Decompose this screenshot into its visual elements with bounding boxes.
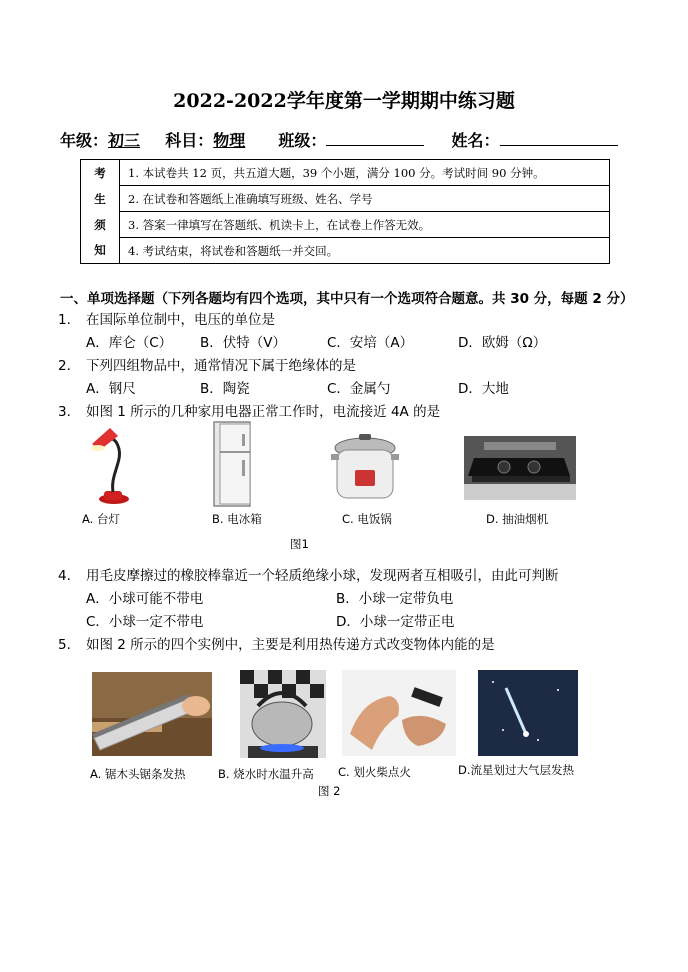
section-heading: 一、单项选择题（下列各题均有四个选项，其中只有一个选项符合题意。共 30 分，每题 2 分） [60,291,634,307]
option-d: D.流星划过大气层发热 [458,763,575,777]
question-number: 3. [58,404,71,420]
name-blank[interactable] [500,131,618,146]
boiling-kettle-image [240,670,326,758]
question-1 [58,308,275,328]
figure-1-caption: 图1 [290,537,309,551]
option-a: A．钢尺 [86,381,136,397]
option-b: B. 烧水时水温升高 [218,767,314,781]
option-d: D．大地 [458,381,509,397]
question-number: 2. [58,358,71,374]
option-a: A. 锯木头锯条发热 [90,767,186,781]
page-title: 2022-2022学年度第一学期期中练习题 [173,90,515,112]
notice-side-char: 生 [81,186,120,212]
question-5 [58,633,495,653]
option-d: D．欧姆（Ω） [458,335,547,351]
option-b: B．小球一定带负电 [336,591,454,607]
rice-cooker-image [329,432,401,506]
notice-side-char: 知 [81,238,120,264]
question-text: 如图 1 所示的几种家用电器正常工作时，电流接近 4A 的是 [86,404,441,420]
option-c: C. 划火柴点火 [338,765,411,779]
question-number: 1. [58,312,71,328]
notice-item: 3. 答案一律填写在答题纸、机读卡上，在试卷上作答无效。 [120,212,610,238]
option-c: C．小球一定不带电 [86,614,204,630]
refrigerator-image [212,420,254,508]
question-4 [58,564,559,584]
question-number: 4. [58,568,71,584]
option-b: B．陶瓷 [200,381,250,397]
option-d: D. 抽油烟机 [486,512,549,526]
question-2 [58,354,356,374]
question-text: 如图 2 所示的四个实例中，主要是利用热传递方式改变物体内能的是 [86,637,495,653]
striking-match-image [342,670,456,756]
option-b: B．伏特（V） [200,335,286,351]
question-number: 5. [58,637,71,653]
class-label: 班级： [278,131,327,150]
sawing-wood-image [92,672,212,756]
name-label: 姓名： [451,131,500,150]
notice-side-char: 须 [81,212,120,238]
question-3 [58,400,440,420]
option-d: D．小球一定带正电 [336,614,455,630]
option-c: C. 电饭锅 [342,512,392,526]
option-c: C．安培（A） [327,335,414,351]
notice-item: 4. 考试结束，将试卷和答题纸一并交回。 [120,238,610,264]
class-blank[interactable] [326,131,424,146]
option-b: B. 电冰箱 [212,512,262,526]
notice-side-char: 考 [81,160,120,186]
option-c: C．金属勺 [327,381,391,397]
range-hood-image [464,436,576,500]
subject-label: 科目： [165,131,214,150]
exam-notice-table [80,159,610,264]
subject-value: 物理 [213,131,246,150]
student-info-line [60,128,618,151]
option-a: A．小球可能不带电 [86,591,204,607]
notice-item: 1. 本试卷共 12 页，共五道大题，39 个小题，满分 100 分。考试时间 90 分钟。 [120,160,610,186]
question-text: 用毛皮摩擦过的橡胶棒靠近一个轻质绝缘小球，发现两者互相吸引，由此可判断 [86,568,559,584]
option-a: A. 台灯 [82,512,120,526]
grade-label: 年级： [60,131,109,150]
grade-value: 初三 [108,131,141,150]
question-text: 下列四组物品中，通常情况下属于绝缘体的是 [86,358,356,374]
question-text: 在国际单位制中，电压的单位是 [86,312,275,328]
meteor-image [478,670,578,756]
desk-lamp-image [88,424,138,506]
notice-item: 2. 在试卷和答题纸上准确填写班级、姓名、学号 [120,186,610,212]
option-a: A．库仑（C） [86,335,173,351]
figure-2-caption: 图 2 [318,784,341,798]
